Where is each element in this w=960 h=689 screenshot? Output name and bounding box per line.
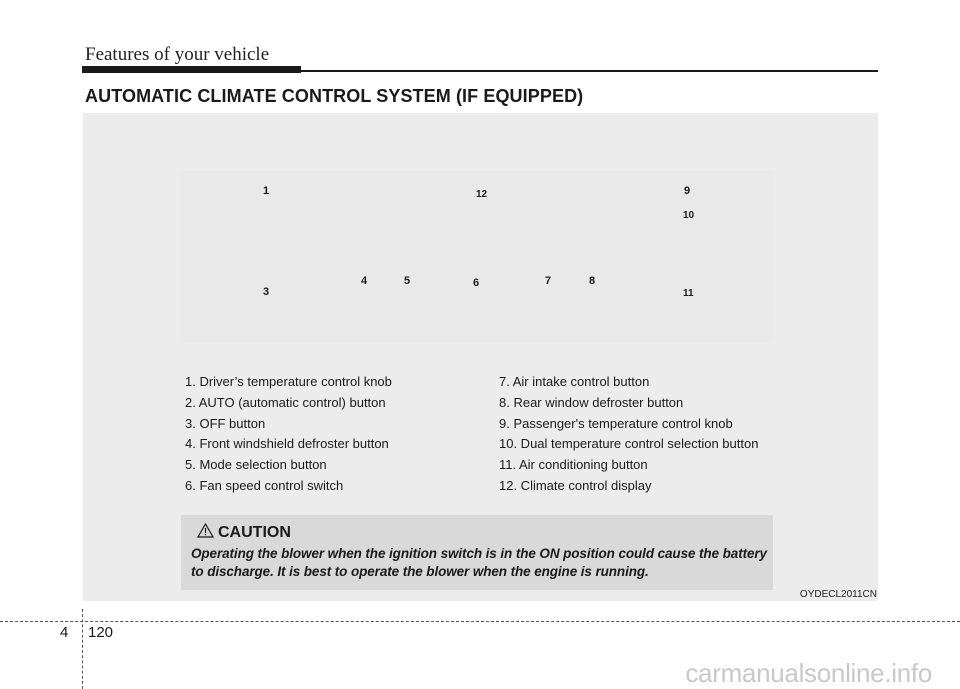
callout-12: 12: [476, 189, 488, 200]
legend-item: 5. Mode selection button: [185, 457, 327, 473]
legend-item: 9. Passenger's temperature control knob: [499, 415, 733, 431]
callout-9: 9: [684, 185, 691, 197]
image-code: OYDECL2011CN: [799, 589, 877, 600]
callout-10: 10: [683, 210, 695, 221]
legend-item: 11. Air conditioning button: [499, 457, 648, 473]
header-rule-thin: [301, 70, 878, 72]
callout-8: 8: [589, 275, 596, 287]
page-number: 120: [88, 624, 114, 641]
legend-left: [185, 372, 392, 497]
footer-rule: [0, 621, 960, 622]
callout-6: 6: [473, 277, 480, 289]
callout-5: 5: [404, 275, 411, 287]
legend-item: 3. OFF button: [185, 415, 266, 431]
callout-7: 7: [545, 275, 552, 287]
section-header: Features of your vehicle: [85, 44, 270, 65]
legend-item: 6. Fan speed control switch: [185, 477, 344, 493]
caution-text: Operating the blower when the ignition switch is in the ON position could cause the battery to discharge. It is best to operate the blower when the engine is running.: [191, 546, 767, 579]
caution-title: CAUTION: [218, 524, 291, 541]
legend-item: 8. Rear window defroster button: [499, 394, 684, 410]
legend-right: [499, 372, 758, 497]
chapter-number: 4: [60, 624, 69, 641]
legend-item: 1. Driver’s temperature control knob: [185, 374, 392, 389]
watermark: carmanualsonline.info: [685, 658, 932, 688]
legend-item: 12. Climate control display: [499, 477, 652, 493]
header-rule-thick: [82, 66, 301, 73]
callout-11: 11: [683, 288, 694, 299]
callout-1: 1: [263, 185, 270, 197]
footer-divider: [82, 609, 83, 689]
callout-3: 3: [263, 286, 270, 298]
page-title: AUTOMATIC CLIMATE CONTROL SYSTEM (IF EQUIPPED): [85, 86, 584, 106]
legend-item: 7. Air intake control button: [499, 374, 650, 389]
legend-item: 2. AUTO (automatic control) button: [185, 394, 386, 410]
callout-4: 4: [361, 275, 368, 287]
legend-item: 4. Front windshield defroster button: [185, 436, 389, 452]
legend-item: 10. Dual temperature control selection button: [499, 436, 759, 452]
warning-triangle-icon: [197, 523, 214, 538]
